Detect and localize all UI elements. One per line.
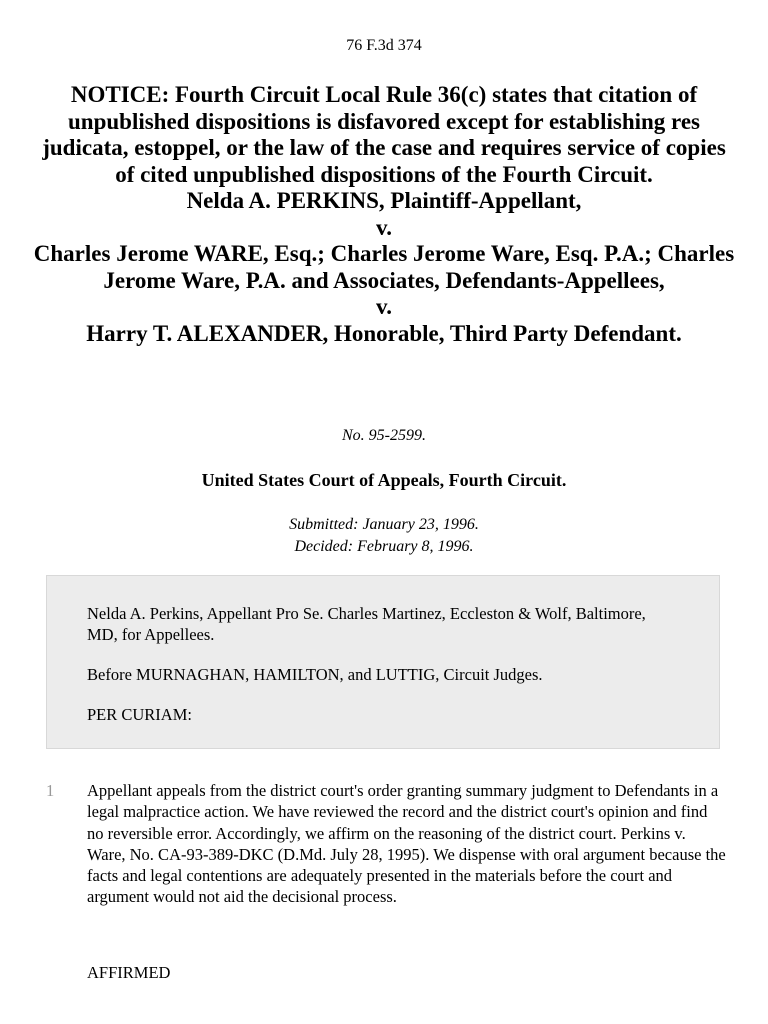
case-heading: [30, 82, 738, 347]
counsel-panel: [46, 575, 720, 749]
paragraph-number: 1: [46, 781, 55, 800]
docket-number: No. 95-2599.: [342, 427, 426, 444]
counsel-text: Nelda A. Perkins, Appellant Pro Se. Charles Martinez, Eccleston & Wolf, Baltimore, MD, for Appellees.: [87, 604, 646, 644]
submitted-date: Submitted: January 23, 1996.: [289, 516, 479, 533]
versus-2: v.: [376, 294, 392, 319]
opinion-paragraph: Appellant appeals from the district court's order granting summary judgment to Defendants in a legal malpractice action. We have reviewed the record and the district court's opinion and find no reversible error. Accordingly, we affirm on the reasoning of the district court. Perkins v. Ware, No. CA-93-389-DKC (D.Md. July 28, 1995). We dispense with oral argument because the facts and legal contentions are adequately presented in the materials before the court and argument would not aid the decisional process.: [87, 781, 726, 907]
court-name: United States Court of Appeals, Fourth Circuit.: [201, 470, 567, 490]
decided-date: Decided: February 8, 1996.: [294, 538, 474, 555]
versus-1: v.: [376, 214, 392, 240]
per-curiam-label: PER CURIAM:: [87, 705, 192, 724]
notice-text: NOTICE: Fourth Circuit Local Rule 36(c) states that citation of unpublished dispositions is disfavored except for establishing res judicata, estoppel, or the law of the case and requires service of copies of cited unpublished dispositions of the Fourth Circuit.: [42, 82, 726, 187]
case-dates: [0, 514, 768, 558]
plaintiff-line: Nelda A. PERKINS, Plaintiff-Appellant,: [186, 188, 582, 213]
defendants-line: Charles Jerome WARE, Esq.; Charles Jerome Ware, Esq. P.A.; Charles Jerome Ware, P.A. and Associates, Defendants-Appellees,: [33, 241, 735, 293]
reporter-citation: 76 F.3d 374: [346, 37, 422, 54]
third-party-line: Harry T. ALEXANDER, Honorable, Third Party Defendant.: [86, 320, 682, 346]
disposition-text: AFFIRMED: [87, 963, 171, 982]
judges-text: Before MURNAGHAN, HAMILTON, and LUTTIG, Circuit Judges.: [87, 665, 543, 684]
